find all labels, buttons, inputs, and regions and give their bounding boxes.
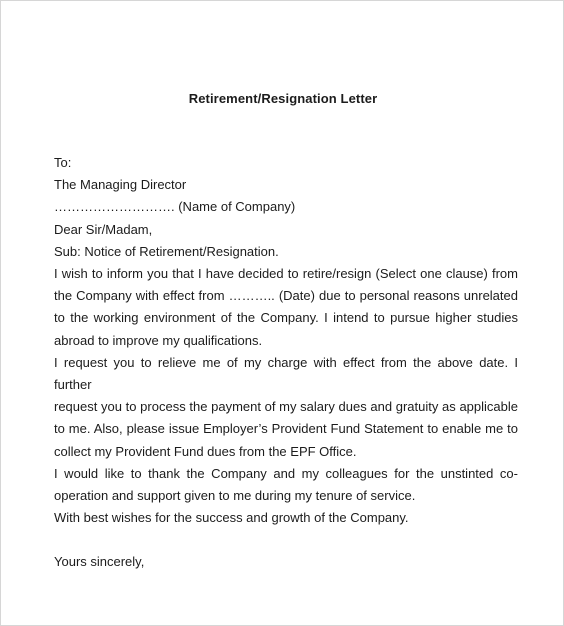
spacer <box>54 529 518 551</box>
paragraph-intent <box>54 263 518 352</box>
salutation: Dear Sir/Madam, <box>54 221 153 237</box>
paragraph-line: operation and support given to me during my tenure of service. <box>54 488 416 504</box>
recipient: The Managing Director <box>54 177 187 193</box>
paragraph-line: collect my Provident Fund dues from the EPF Office. <box>54 443 357 459</box>
paragraph-line: the Company with effect from ……….. (Date) due to personal reasons unrelated <box>54 288 518 304</box>
paragraph-line: request you to process the payment of my salary dues and gratuity as applicable <box>54 399 518 415</box>
paragraph-line: to me. Also, please issue Employer’s Provident Fund Statement to enable me to <box>54 421 518 437</box>
to-label: To: <box>54 155 72 170</box>
paragraph-thanks <box>54 463 518 507</box>
paragraph-line: I wish to inform you that I have decided to retire/resign (Select one clause) from <box>54 266 518 282</box>
paragraph-line: I request you to relieve me of my charge with effect from the above date. I further <box>54 354 518 393</box>
paragraph-line: abroad to improve my qualifications. <box>54 332 263 348</box>
company-line: ………………………. (Name of Company) <box>54 199 296 215</box>
letter-body <box>54 152 518 574</box>
paragraph-request <box>54 352 518 463</box>
paragraph-line: I would like to thank the Company and my colleagues for the unstinted co- <box>54 465 518 481</box>
closing: Yours sincerely, <box>54 554 145 570</box>
letter-title: Retirement/Resignation Letter <box>188 91 378 106</box>
paragraph-line: to the working environment of the Company. I intend to pursue higher studies <box>54 310 518 326</box>
paragraph-wishes: With best wishes for the success and growth of the Company. <box>54 510 409 526</box>
subject-line: Sub: Notice of Retirement/Resignation. <box>54 243 279 259</box>
